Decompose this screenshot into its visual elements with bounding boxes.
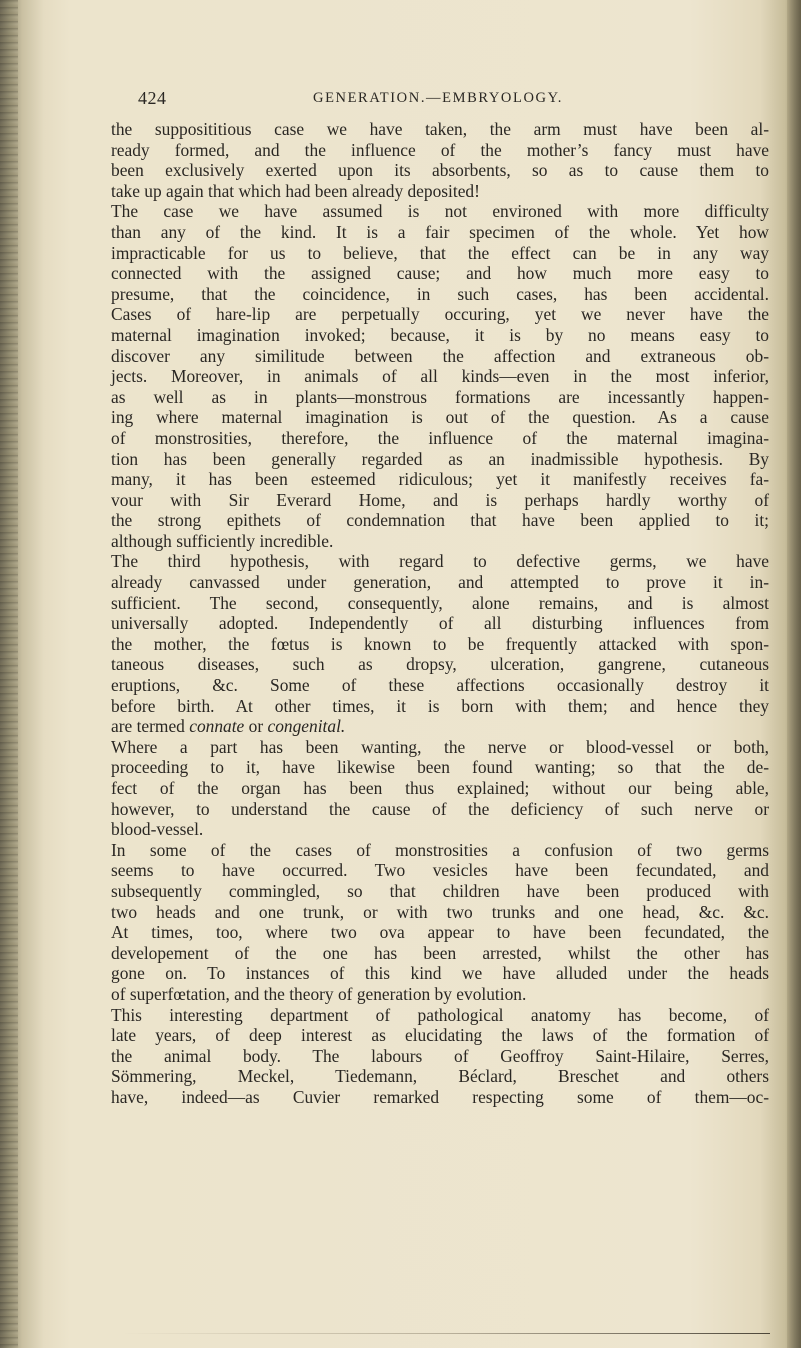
text-line: In some of the cases of monstrosities a confusion of two germs xyxy=(111,839,769,860)
text-line: universally adopted. Independently of all disturbing influences from xyxy=(111,613,769,634)
text-line: late years, of deep interest as elucidating the laws of the formation of xyxy=(111,1025,769,1046)
text-line: the supposititious case we have taken, the arm must have been al- xyxy=(111,119,769,139)
text-line: blood-vessel. xyxy=(111,819,204,840)
text-line: two heads and one trunk, or with two trunks and one head, &c. &c. xyxy=(111,901,769,922)
text-line: proceeding to it, have likewise been found wanting; so that the de- xyxy=(111,757,769,778)
page-right-edge-shadow xyxy=(787,0,801,1348)
text-line: already canvassed under generation, and attempted to prove it in- xyxy=(111,572,769,593)
text-line: the strong epithets of condemnation that have been applied to it; xyxy=(111,510,769,531)
text-line: impracticable for us to believe, that the effect can be in any way xyxy=(111,242,769,263)
italic-term: congenital. xyxy=(267,716,346,737)
text-line: connected with the assigned cause; and how much more easy to xyxy=(111,263,769,284)
text-line: Cases of hare-lip are perpetually occuring, yet we never have the xyxy=(111,304,769,325)
text-line: The third hypothesis, with regard to defective germs, we have xyxy=(111,551,769,572)
text-line: At times, too, where two ova appear to have been fecundated, the xyxy=(111,922,769,943)
text-line: taneous diseases, such as dropsy, ulceration, gangrene, cutaneous xyxy=(111,654,769,675)
text-line: of superfœtation, and the theory of generation by evolution. xyxy=(111,983,527,1004)
text-fragment: are termed xyxy=(111,716,185,737)
text-line: ing where maternal imagination is out of the question. As a cause xyxy=(111,407,769,428)
page-left-edge-shadow xyxy=(0,0,18,1348)
text-line: vour with Sir Everard Home, and is perhaps hardly worthy of xyxy=(111,489,769,510)
text-line: the mother, the fœtus is known to be frequently attacked with spon- xyxy=(111,633,769,654)
text-line: sufficient. The second, consequently, alone remains, and is almost xyxy=(111,592,769,613)
text-line: eruptions, &c. Some of these affections occasionally destroy it xyxy=(111,675,769,696)
text-line: ready formed, and the influence of the mother’s fancy must have xyxy=(111,139,769,160)
text-line: of monstrosities, therefore, the influence of the maternal imagina- xyxy=(111,427,769,448)
text-line: the animal body. The labours of Geoffroy Saint-Hilaire, Serres, xyxy=(111,1045,769,1066)
text-line: seems to have occurred. Two vesicles have been fecundated, and xyxy=(111,860,769,881)
text-line: tion has been generally regarded as an inadmissible hypothesis. By xyxy=(111,448,769,469)
text-line: take up again that which had been already deposited! xyxy=(111,180,480,201)
text-line: have, indeed—as Cuvier remarked respecting some of them—oc- xyxy=(111,1086,769,1107)
text-line: however, to understand the cause of the deficiency of such nerve or xyxy=(111,798,769,819)
text-line: subsequently commingled, so that children have been produced with xyxy=(111,880,769,901)
text-line: discover any similitude between the affection and extraneous ob- xyxy=(111,345,769,366)
text-line: although sufficiently incredible. xyxy=(111,530,334,551)
text-line: developement of the one has been arrested, whilst the other has xyxy=(111,942,769,963)
page-number: 424 xyxy=(138,88,167,108)
body-text xyxy=(111,119,769,1108)
italic-term: connate xyxy=(189,716,245,737)
text-line: before birth. At other times, it is born with them; and hence they xyxy=(111,695,769,716)
text-line: jects. Moreover, in animals of all kinds—even in the most inferior, xyxy=(111,366,769,387)
page-header xyxy=(138,88,738,110)
text-line: fect of the organ has been thus explained; without our being able, xyxy=(111,778,769,798)
text-line: presume, that the coincidence, in such cases, has been accidental. xyxy=(111,283,769,304)
text-line: maternal imagination invoked; because, it is by no means easy to xyxy=(111,324,769,345)
text-line: This interesting department of pathological anatomy has become, of xyxy=(111,1004,769,1025)
text-fragment: or xyxy=(248,716,264,737)
text-line-with-italics xyxy=(111,716,769,737)
text-line: Where a part has been wanting, the nerve or blood-vessel or both, xyxy=(111,736,769,757)
page-bottom-shadow xyxy=(120,1333,770,1334)
text-line: Sömmering, Meckel, Tiedemann, Béclard, Breschet and others xyxy=(111,1066,769,1087)
text-line: many, it has been esteemed ridiculous; yet it manifestly receives fa- xyxy=(111,469,769,490)
text-line: been exclusively exerted upon its absorbents, so as to cause them to xyxy=(111,160,769,181)
text-line: gone on. To instances of this kind we have alluded under the heads xyxy=(111,963,769,984)
running-title: GENERATION.—EMBRYOLOGY. xyxy=(313,90,564,106)
text-line: than any of the kind. It is a fair specimen of the whole. Yet how xyxy=(111,221,769,242)
text-line: as well as in plants—monstrous formations are incessantly happen- xyxy=(111,386,769,407)
text-line: The case we have assumed is not environed with more difficulty xyxy=(111,201,769,222)
